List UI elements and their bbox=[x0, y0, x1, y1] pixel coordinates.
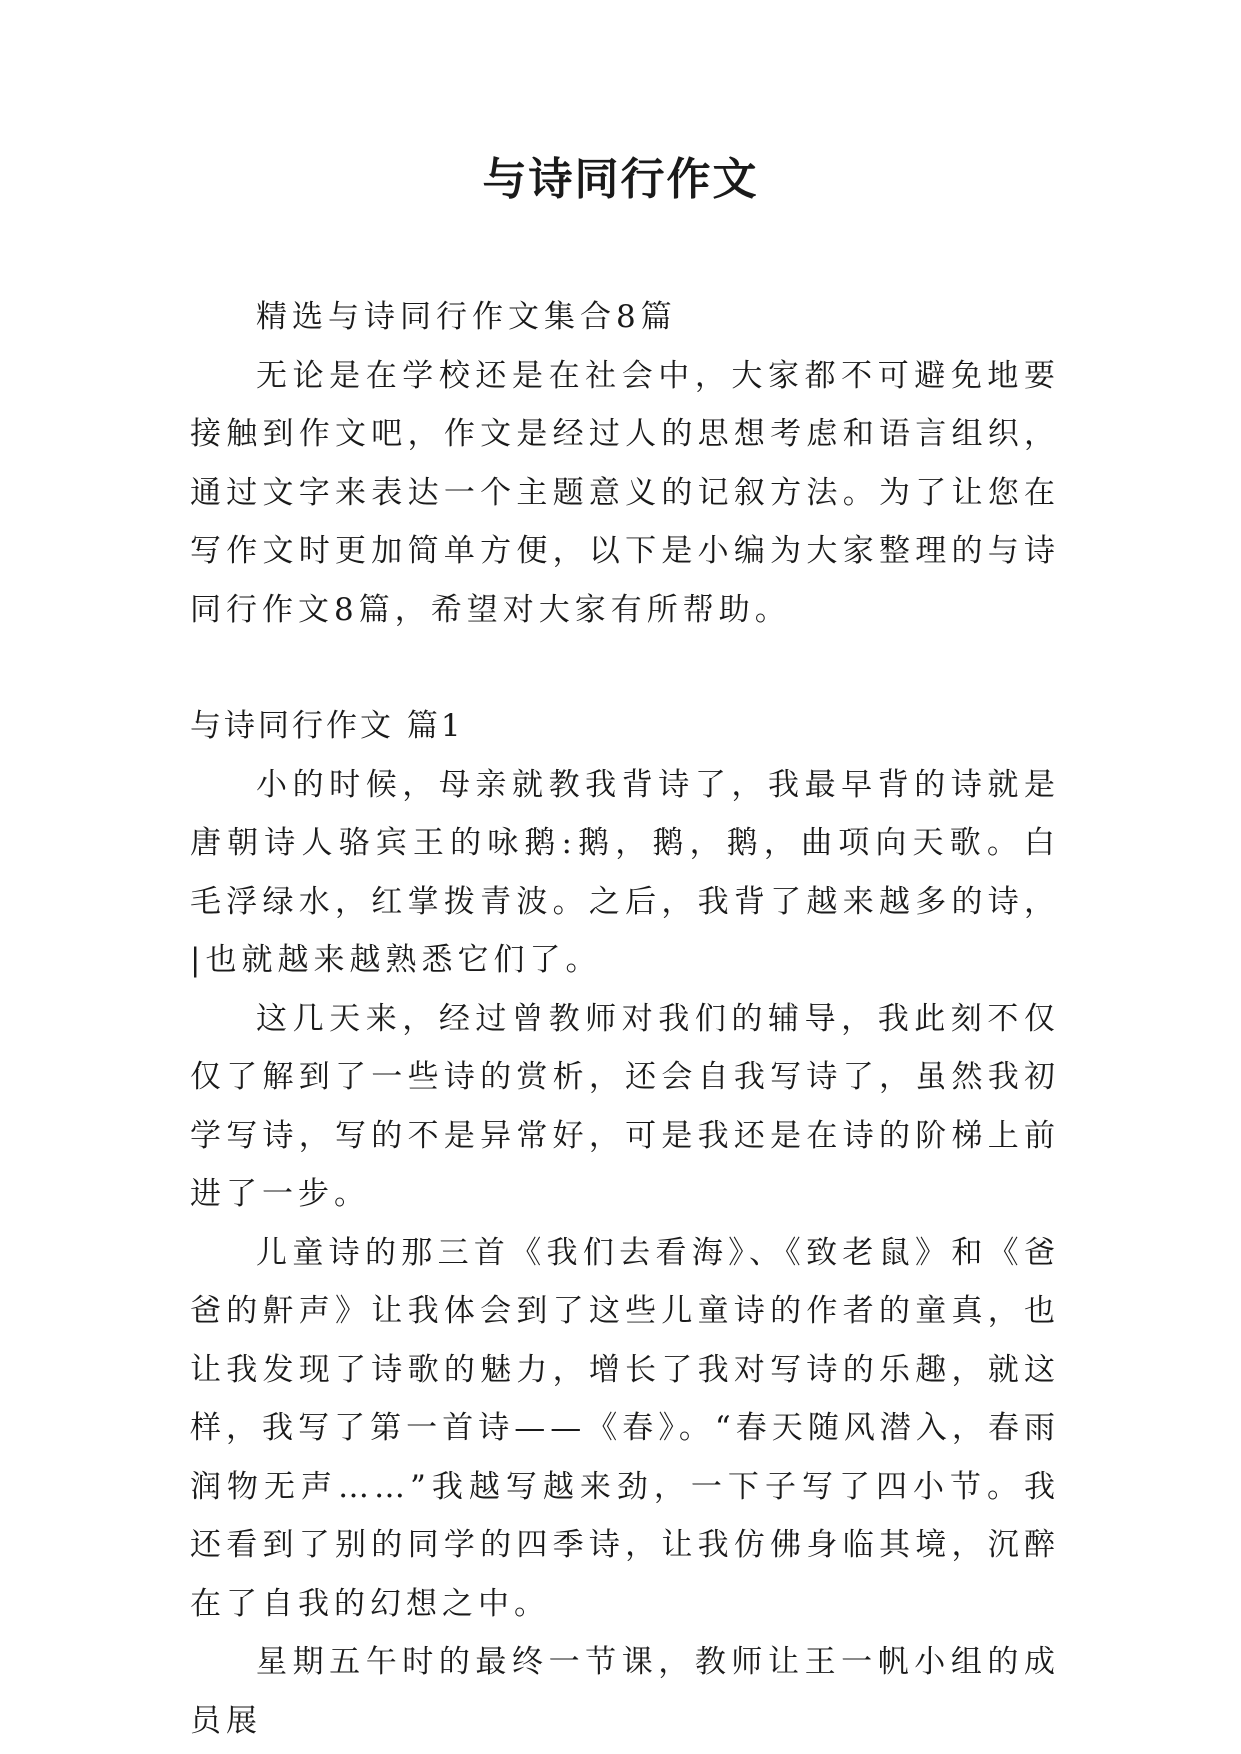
section-spacer bbox=[190, 639, 1060, 697]
collection-subtitle: 精选与诗同行作文集合8篇 bbox=[256, 299, 677, 335]
body-paragraph: 星期五午时的最终一节课，教师让王一帆小组的成员展 bbox=[190, 1644, 1060, 1739]
body-paragraph: 儿童诗的那三首《我们去看海》、《致老鼠》和《爸爸的鼾声》让我体会到了这些儿童诗的作者的童真，也让我发现了诗歌的魅力，增长了我对写诗的乐趣，就这样，我写了第一首诗——《春》。“春天随风潜入，春雨润物无声……”我越写越来劲，一下子写了四小节。我还看到了别的同学的四季诗，让我仿佛身临其境，沉醉在了自我的幻想之中。 bbox=[190, 1234, 1060, 1622]
body-paragraph: 小的时候，母亲就教我背诗了，我最早背的诗就是唐朝诗人骆宾王的咏鹅:鹅，鹅，鹅，曲项向天歌。白毛浮绿水，红掌拨青波。之后，我背了越来越多的诗，|也就越来越熟悉它们了。 bbox=[190, 766, 1060, 978]
section-heading: 与诗同行作文 篇1 bbox=[190, 708, 464, 744]
intro-paragraph: 无论是在学校还是在社会中，大家都不可避免地要接触到作文吧，作文是经过人的思想考虑和语言组织，通过文字来表达一个主题意义的记叙方法。为了让您在写作文时更加简单方便，以下是小编为大家整理的与诗同行作文8篇，希望对大家有所帮助。 bbox=[190, 357, 1060, 628]
document-title: 与诗同行作文 bbox=[482, 154, 759, 205]
body-paragraph: 这几天来，经过曾教师对我们的辅导，我此刻不仅仅了解到了一些诗的赏析，还会自我写诗了，虽然我初学写诗，写的不是异常好，可是我还是在诗的阶梯上前进了一步。 bbox=[190, 1000, 1060, 1212]
document-body bbox=[190, 288, 1060, 1750]
